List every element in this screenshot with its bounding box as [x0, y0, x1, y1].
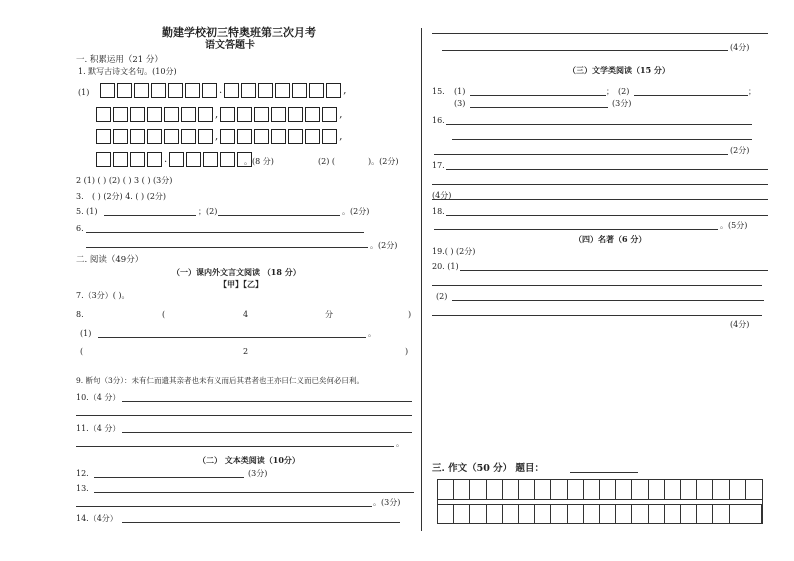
q8-2-number: 2	[243, 347, 249, 356]
q19-line: 19.( ) (2分)	[432, 247, 476, 256]
section-literary-reading: （三）文学类阅读（15 分）	[568, 65, 670, 75]
q2-line: 2 (1) ( ) (2) ( ) 3 ( ) (3分)	[76, 176, 173, 185]
q16-answer-line-3[interactable]	[434, 154, 728, 155]
q6-score: 。(2分)	[370, 241, 398, 250]
q1-score: 。(8 分)	[244, 157, 274, 166]
q17-answer-line-1[interactable]	[446, 169, 768, 170]
right-top-score: (4分)	[730, 43, 750, 52]
q1-answer-boxes-row3[interactable]: , ,	[96, 129, 344, 144]
q20-score: (4分)	[730, 320, 750, 329]
q6-answer-line-2[interactable]	[86, 247, 368, 248]
essay-writing-grid[interactable]	[437, 479, 763, 524]
q16-answer-line-2[interactable]	[452, 139, 752, 140]
q18-answer-line-1[interactable]	[446, 215, 768, 216]
part1-heading: 一. 积累运用（21 分）	[76, 55, 163, 65]
q1-number: (1)	[78, 88, 90, 97]
q14-label: 14.（4分）	[76, 514, 118, 523]
q15-2-answer-line[interactable]	[634, 95, 748, 96]
q17-answer-line-3[interactable]	[432, 199, 768, 200]
q8-2-paren-left: (	[80, 347, 84, 356]
essay-title-line[interactable]	[570, 472, 638, 473]
q11-end: 。	[396, 439, 404, 448]
q1-part2-score: )。(2分)	[368, 157, 399, 166]
q17-label: 17.	[432, 161, 445, 170]
q8-2-paren-right: )	[405, 347, 409, 356]
q8-paren-right: )	[408, 310, 412, 319]
q20-1-answer-line-2[interactable]	[432, 285, 762, 286]
q8-score-number: 4	[243, 310, 249, 319]
q15-label: 15.	[432, 87, 445, 96]
page-title: 勤建学校初三特奥班第三次月考	[162, 26, 316, 39]
q20-2-answer-line-1[interactable]	[452, 300, 764, 301]
q12-label: 12.	[76, 469, 89, 478]
q16-label: 16.	[432, 116, 445, 125]
q20-2-label: (2)	[436, 292, 448, 301]
q15-1-label: (1)	[454, 87, 466, 96]
q16-answer-line-1[interactable]	[446, 124, 752, 125]
q12-answer-line[interactable]	[94, 477, 244, 478]
q20-1-label: 20. (1)	[432, 262, 459, 271]
q13-answer-line-1[interactable]	[94, 492, 414, 493]
q5-answer-line-1[interactable]	[104, 215, 196, 216]
q15-3-score: (3分)	[612, 99, 632, 108]
q7-line: 7.（3分）( )。	[76, 291, 130, 300]
q18-label: 18.	[432, 207, 445, 216]
q15-1-answer-line[interactable]	[470, 95, 606, 96]
right-top-line-2[interactable]	[442, 50, 728, 51]
q12-score: (3分)	[248, 469, 268, 478]
q8-1-label: (1)	[80, 329, 92, 338]
q17-answer-line-2[interactable]	[432, 184, 768, 185]
q8-paren-left: (	[162, 310, 166, 319]
q13-answer-line-2[interactable]	[76, 506, 372, 507]
section-jia-yi: 【甲】【乙】	[219, 279, 263, 289]
q11-answer-line-2[interactable]	[76, 446, 394, 447]
q10-answer-line-1[interactable]	[122, 401, 412, 402]
q1-label: 1. 默写古诗文名句。(10分)	[78, 67, 177, 76]
q1-answer-boxes-row1[interactable]: . ,	[100, 83, 348, 98]
q18-answer-line-2[interactable]	[434, 229, 718, 230]
q13-label: 13.	[76, 484, 89, 493]
q20-2-answer-line-2[interactable]	[432, 315, 762, 316]
part2-heading: 二. 阅读（49分）	[76, 255, 144, 265]
q8-label: 8.	[76, 310, 84, 319]
section-classical-chinese: （一）课内外文言文阅读 （18 分）	[172, 267, 301, 277]
essay-heading: 三. 作文（50 分） 题目：	[432, 463, 544, 474]
q5-part2: ；(2)	[198, 207, 218, 216]
q15-1-end: ；	[606, 87, 614, 96]
q8-1-answer-line[interactable]	[98, 337, 366, 338]
q9-line: 9. 断句（3分）：未有仁而遗其亲者也未有义而后其君者也王亦曰仁义而已矣何必曰利。	[76, 376, 365, 385]
q15-2-end: ；	[748, 87, 756, 96]
q11-label: 11.（4 分）	[76, 424, 121, 433]
q15-2-label: (2)	[618, 87, 630, 96]
q1-answer-boxes-row4[interactable]: .	[96, 152, 254, 167]
column-divider	[421, 28, 422, 531]
q13-score: 。(3分)	[373, 498, 401, 507]
q3-line: ( ) (2分) 4. ( ) (2分)	[92, 192, 167, 201]
q16-score: (2分)	[730, 146, 750, 155]
q5-answer-line-2[interactable]	[218, 215, 340, 216]
q17-score: (4分)	[432, 191, 452, 200]
q6-answer-line-1[interactable]	[86, 232, 364, 233]
q1-answer-boxes-row2[interactable]: , ,	[96, 107, 344, 122]
q10-label: 10.（4 分）	[76, 393, 121, 402]
right-top-line-1[interactable]	[432, 33, 768, 34]
q5-label: 5. (1)	[76, 207, 98, 216]
q8-1-end: 。	[368, 329, 376, 338]
q3-number: 3.	[76, 192, 84, 201]
q8-score-unit: 分	[325, 310, 333, 319]
q15-3-answer-line[interactable]	[470, 107, 608, 108]
page-subtitle: 语文答题卡	[205, 40, 255, 51]
q5-score: 。(2分)	[342, 207, 370, 216]
section-classics: （四）名著（6 分）	[574, 234, 647, 244]
q14-answer-line[interactable]	[122, 522, 400, 523]
q15-3-label: (3)	[454, 99, 466, 108]
q11-answer-line-1[interactable]	[122, 432, 412, 433]
q20-1-answer-line-1[interactable]	[460, 270, 768, 271]
q1-part2: (2) (	[318, 157, 335, 166]
q10-answer-line-2[interactable]	[76, 415, 412, 416]
q18-score: 。(5分)	[720, 221, 748, 230]
section-informational-text: （二） 文本类阅读（10分）	[198, 455, 300, 465]
q6-label: 6.	[76, 224, 84, 233]
